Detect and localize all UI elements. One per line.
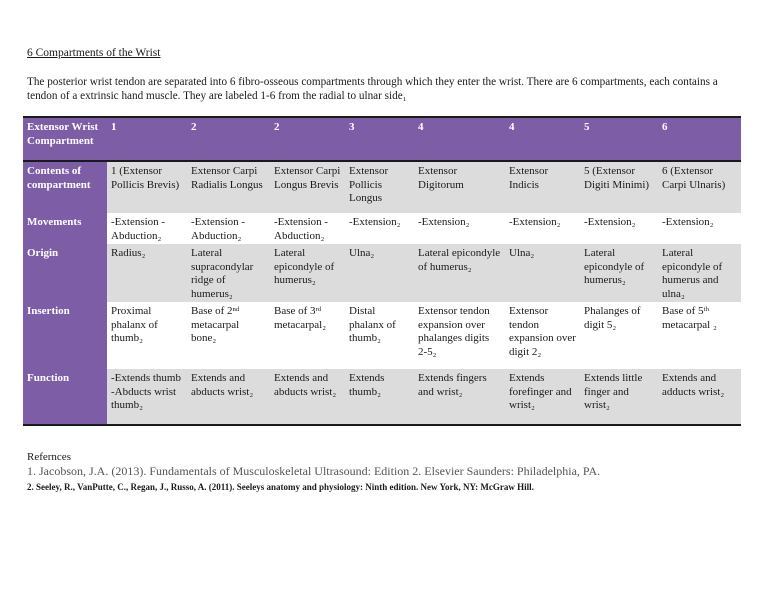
table-cell: -Extension₂ (414, 213, 505, 244)
table-cell: Extensor Pollicis Longus (345, 161, 414, 213)
table-cell: Extensor Indicis (505, 161, 580, 213)
table-cell: Base of 3ʳᵈ metacarpal₂ (270, 302, 345, 369)
compartments-table (23, 116, 741, 426)
table-cell: 1 (Extensor Pollicis Brevis) (107, 161, 187, 213)
table-row (23, 213, 741, 244)
table-cell: Extends and adducts wrist₂ (658, 369, 741, 425)
table-cell: -Extension₂ (505, 213, 580, 244)
header-cell: 5 (580, 117, 658, 161)
table-cell: Ulna₂ (345, 244, 414, 302)
table-cell: Lateral epicondyle of humerus₂ (580, 244, 658, 302)
table-cell: Lateral epicondyle of humerus₂ (270, 244, 345, 302)
table-cell: Extensor Digitorum (414, 161, 505, 213)
table-cell: Extends and abducts wrist₂ (270, 369, 345, 425)
row-label: Function (23, 369, 107, 425)
table-cell: Lateral epicondyle of humerus₂ (414, 244, 505, 302)
table-cell: Extensor tendon expansion over digit 2₂ (505, 302, 580, 369)
table-header-row (23, 117, 741, 161)
table-cell: Extends forefinger and wrist₂ (505, 369, 580, 425)
references-title: Refernces (27, 451, 71, 463)
table-cell: -Extension₂ (658, 213, 741, 244)
header-cell: 2 (187, 117, 270, 161)
header-cell: Extensor Wrist Compartment (23, 117, 107, 161)
header-cell: 1 (107, 117, 187, 161)
page-title: 6 Compartments of the Wrist (27, 47, 161, 59)
references-section (27, 451, 747, 492)
table-cell: -Extends thumb -Abducts wrist thumb₂ (107, 369, 187, 425)
table-cell: 5 (Extensor Digiti Minimi) (580, 161, 658, 213)
table-cell: Ulna₂ (505, 244, 580, 302)
table-row (23, 244, 741, 302)
table-cell: 6 (Extensor Carpi Ulnaris) (658, 161, 741, 213)
table-cell: Extends little finger and wrist₂ (580, 369, 658, 425)
table-cell: Base of 5ᵗʰ metacarpal ₂ (658, 302, 741, 369)
table-cell: -Extension -Abduction₂ (187, 213, 270, 244)
table-cell: Extends fingers and wrist₂ (414, 369, 505, 425)
header-cell: 6 (658, 117, 741, 161)
row-label: Origin (23, 244, 107, 302)
table-row (23, 369, 741, 425)
table-cell: -Extension -Abduction₂ (107, 213, 187, 244)
header-cell: 4 (505, 117, 580, 161)
reference-1: 1. Jacobson, J.A. (2013). Fundamentals of Musculoskeletal Ultrasound: Edition 2. Elsevier Saunders: Philadelphia, PA. (27, 464, 601, 478)
table-cell: Extensor tendon expansion over phalanges digits 2-5₂ (414, 302, 505, 369)
header-cell: 2 (270, 117, 345, 161)
header-cell: 4 (414, 117, 505, 161)
intro-paragraph: The posterior wrist tendon are separated into 6 fibro-osseous compartments through which they enter the wrist. There are 6 compartments, each contains a tendon of a extrinsic hand muscle. They are labeled 1-6 from the radial to ulnar side₁ (27, 76, 718, 102)
table-cell: Lateral epicondyle of humerus and ulna₂ (658, 244, 741, 302)
table-cell: Phalanges of digit 5₂ (580, 302, 658, 369)
table-cell: Proximal phalanx of thumb₂ (107, 302, 187, 369)
table-cell: Distal phalanx of thumb₂ (345, 302, 414, 369)
row-label: Contents of compartment (23, 161, 107, 213)
header-cell: 3 (345, 117, 414, 161)
table-cell: Extends and abducts wrist₂ (187, 369, 270, 425)
table-cell: -Extension₂ (345, 213, 414, 244)
table-row (23, 161, 741, 213)
table-cell: Radius₂ (107, 244, 187, 302)
table-row (23, 302, 741, 369)
table-cell: Extensor Carpi Radialis Longus (187, 161, 270, 213)
table-cell: -Extension -Abduction₂ (270, 213, 345, 244)
row-label: Movements (23, 213, 107, 244)
table-cell: -Extension₂ (580, 213, 658, 244)
table-cell: Extensor Carpi Longus Brevis (270, 161, 345, 213)
row-label: Insertion (23, 302, 107, 369)
reference-2: 2. Seeley, R., VanPutte, C., Regan, J., Russo, A. (2011). Seeleys anatomy and physiology: Ninth edition. New York, NY: McGraw Hill. (27, 482, 534, 492)
table-cell: Lateral supracondylar ridge of humerus₂ (187, 244, 270, 302)
table-cell: Extends thumb₂ (345, 369, 414, 425)
table-cell: Base of 2ⁿᵈ metacarpal bone₂ (187, 302, 270, 369)
